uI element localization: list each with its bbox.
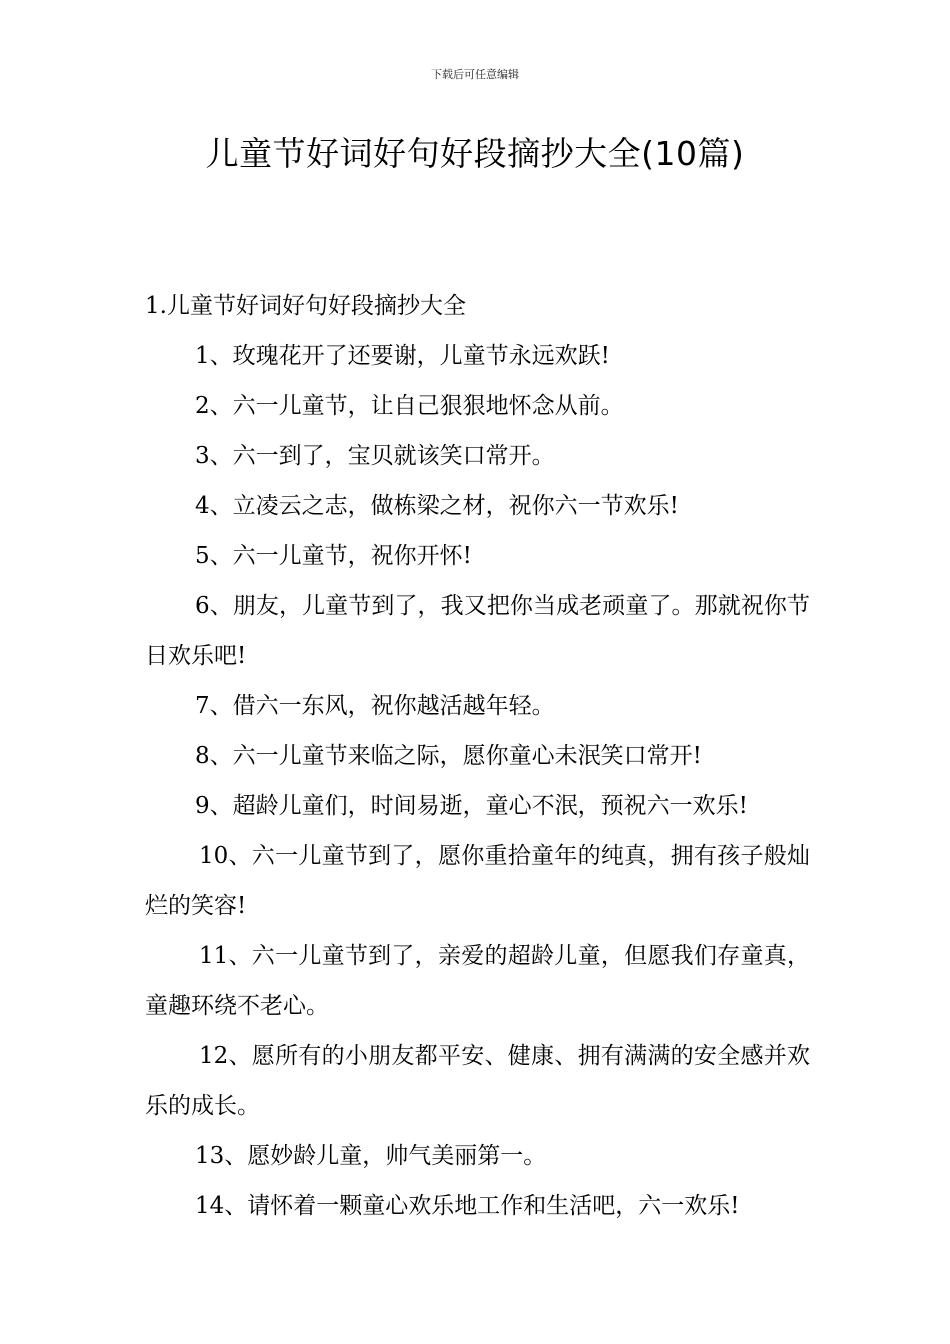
list-item: 4、立凌云之志，做栋梁之材，祝你六一节欢乐! <box>195 493 679 519</box>
document-body <box>145 281 810 1231</box>
list-item: 5、六一儿童节，祝你开怀! <box>195 543 472 569</box>
list-item: 3、六一到了，宝贝就该笑口常开。 <box>195 443 555 469</box>
list-item: 1、玫瑰花开了还要谢，儿童节永远欢跃! <box>195 343 610 369</box>
list-item: 11、六一儿童节到了，亲爱的超龄儿童，但愿我们存童真，童趣环绕不老心。 <box>145 943 810 1019</box>
section-heading: 1.儿童节好词好句好段摘抄大全 <box>145 293 466 319</box>
list-item: 10、六一儿童节到了，愿你重拾童年的纯真，拥有孩子般灿烂的笑容! <box>145 843 810 919</box>
list-item: 12、愿所有的小朋友都平安、健康、拥有满满的安全感并欢乐的成长。 <box>145 1043 810 1119</box>
list-item: 13、愿妙龄儿童，帅气美丽第一。 <box>195 1143 547 1169</box>
list-item: 9、超龄儿童们，时间易逝，童心不泯，预祝六一欢乐! <box>195 793 748 819</box>
list-item: 7、借六一东风，祝你越活越年轻。 <box>195 693 555 719</box>
list-item: 14、请怀着一颗童心欢乐地工作和生活吧，六一欢乐! <box>195 1193 740 1219</box>
list-item: 2、六一儿童节，让自己狠狠地怀念从前。 <box>195 393 624 419</box>
list-item: 6、朋友，儿童节到了，我又把你当成老顽童了。那就祝你节日欢乐吧! <box>145 593 810 669</box>
document-title: 儿童节好词好句好段摘抄大全(10篇) <box>205 134 745 173</box>
header-note: 下载后可任意编辑 <box>431 68 519 81</box>
list-item: 8、六一儿童节来临之际，愿你童心未泯笑口常开! <box>195 743 702 769</box>
